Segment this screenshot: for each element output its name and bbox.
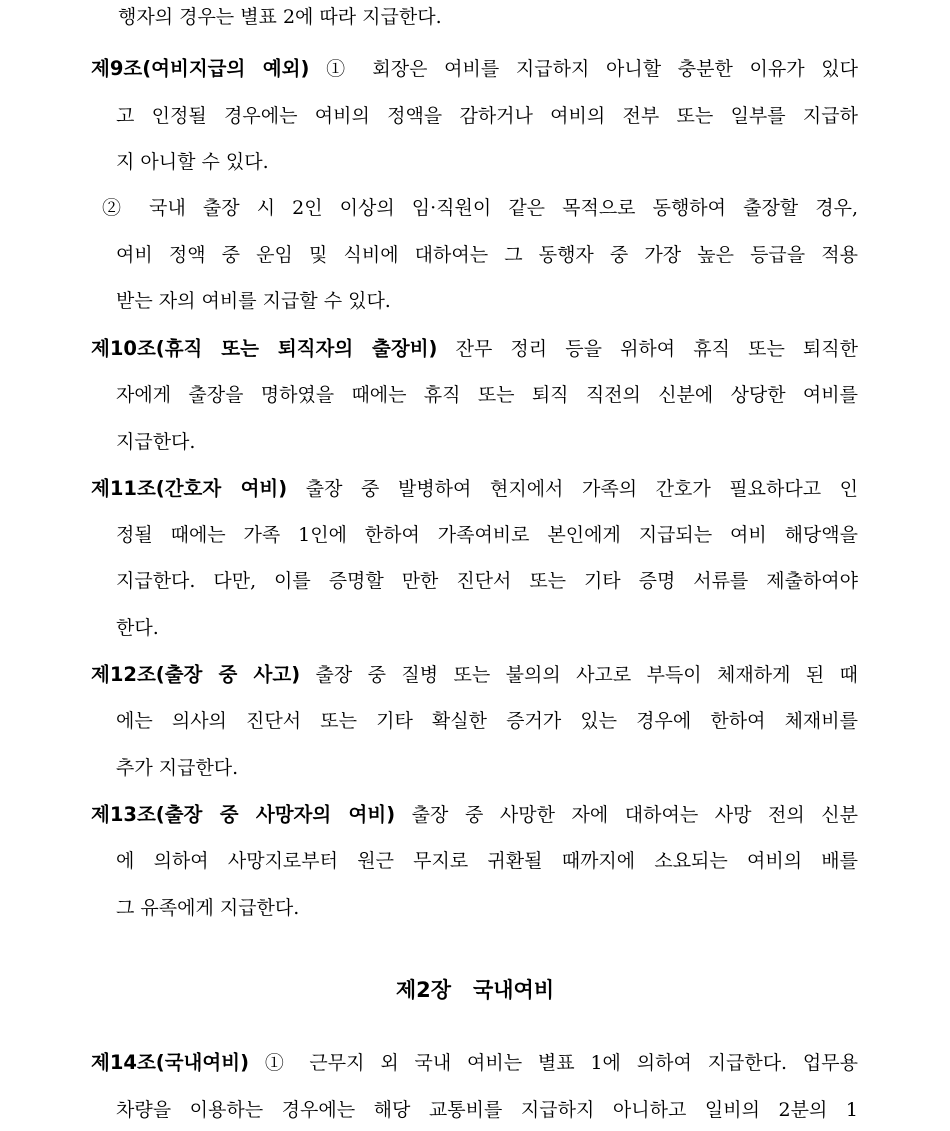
article-14-text: ① 근무지 외 국내 여비는 별표 1에 의하여 지급한다. 업무용 bbox=[248, 1052, 858, 1074]
article-10-line-2: 자에게 출장을 명하였을 때에는 휴직 또는 퇴직 직전의 신분에 상당한 여비를 bbox=[116, 384, 858, 406]
article-11-heading: 제11조(간호자 여비) bbox=[91, 477, 288, 500]
article-10-line-3: 지급한다. bbox=[116, 431, 196, 453]
article-12-heading: 제12조(출장 중 사고) bbox=[91, 663, 301, 686]
article-13-line-1 bbox=[91, 802, 858, 828]
article-11-line-4: 한다. bbox=[116, 617, 159, 639]
article-13-heading: 제13조(출장 중 사망자의 여비) bbox=[91, 803, 396, 826]
article-13-line-3: 그 유족에게 지급한다. bbox=[116, 897, 300, 919]
article-14-line-2: 차량을 이용하는 경우에는 해당 교통비를 지급하지 아니하고 일비의 2분의 1 bbox=[116, 1099, 858, 1121]
article-12-text: 출장 중 질병 또는 불의의 사고로 부득이 체재하게 된 때 bbox=[300, 664, 858, 686]
article-9-para-2-line-1: ② 국내 출장 시 2인 이상의 임·직원이 같은 목적으로 동행하여 출장할 경우, bbox=[102, 197, 858, 219]
article-10-heading: 제10조(휴직 또는 퇴직자의 출장비) bbox=[91, 337, 438, 360]
article-11-line-2: 정될 때에는 가족 1인에 한하여 가족여비로 본인에게 지급되는 여비 해당액을 bbox=[116, 524, 858, 546]
article-9-heading: 제9조(여비지급의 예외) bbox=[91, 57, 310, 80]
article-12-line-1 bbox=[91, 662, 858, 688]
article-12-line-3: 추가 지급한다. bbox=[116, 757, 239, 779]
article-9-text: ① 회장은 여비를 지급하지 아니할 충분한 이유가 있다 bbox=[309, 58, 858, 80]
article-13-line-2: 에 의하여 사망지로부터 원근 무지로 귀환될 때까지에 소요되는 여비의 배를 bbox=[116, 850, 858, 872]
article-11-line-1 bbox=[91, 476, 858, 502]
article-14-heading: 제14조(국내여비) bbox=[91, 1051, 249, 1074]
article-9-para-2-line-2: 여비 정액 중 운임 및 식비에 대하여는 그 동행자 중 가장 높은 등급을 적용 bbox=[116, 244, 858, 266]
article-11-line-3: 지급한다. 다만, 이를 증명할 만한 진단서 또는 기타 증명 서류를 제출하여야 bbox=[116, 570, 858, 592]
article-9-line-1 bbox=[91, 56, 858, 82]
article-14-line-1 bbox=[91, 1050, 858, 1076]
chapter-heading: 제2장 국내여비 bbox=[395, 978, 555, 1002]
article-9-para-2-line-3: 받는 자의 여비를 지급할 수 있다. bbox=[116, 290, 391, 312]
article-11-text: 출장 중 발병하여 현지에서 가족의 간호가 필요하다고 인 bbox=[287, 478, 858, 500]
article-10-text: 잔무 정리 등을 위하여 휴직 또는 퇴직한 bbox=[437, 338, 858, 360]
article-9-line-3: 지 아니할 수 있다. bbox=[116, 151, 269, 173]
article-10-line-1 bbox=[91, 336, 858, 362]
article-12-line-2: 에는 의사의 진단서 또는 기타 확실한 증거가 있는 경우에 한하여 체재비를 bbox=[116, 710, 858, 732]
body-line: 행자의 경우는 별표 2에 따라 지급한다. bbox=[118, 6, 442, 28]
article-9-line-2: 고 인정될 경우에는 여비의 정액을 감하거나 여비의 전부 또는 일부를 지급하 bbox=[116, 105, 858, 127]
article-13-text: 출장 중 사망한 자에 대하여는 사망 전의 신분 bbox=[395, 804, 858, 826]
